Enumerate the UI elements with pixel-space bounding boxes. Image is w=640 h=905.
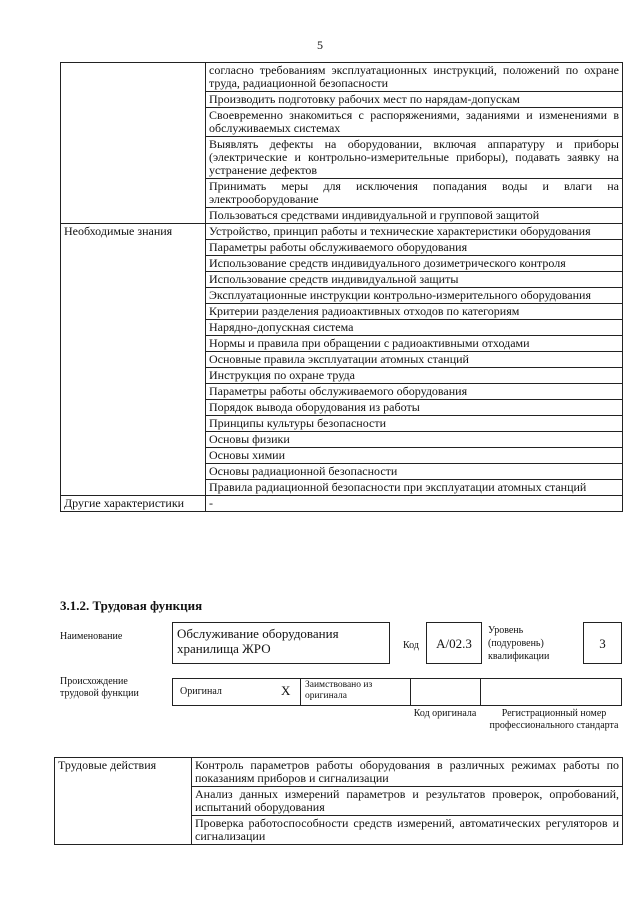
table-cell: Эксплуатационные инструкции контрольно-измерительного оборудования	[206, 288, 623, 304]
table-cell: Анализ данных измерений параметров и результатов проверок, опробований, испытаний оборудования	[192, 787, 623, 816]
original-label: Оригинал	[180, 686, 222, 697]
table-row	[55, 758, 623, 787]
row-label	[61, 63, 206, 224]
function-name-field: Обслуживание оборудования хранилища ЖРО	[172, 622, 390, 664]
table-cell: Нарядно-допускная система	[206, 320, 623, 336]
table-cell: Использование средств индивидуальной защиты	[206, 272, 623, 288]
table-cell: Основные правила эксплуатации атомных станций	[206, 352, 623, 368]
skills-knowledge-table	[60, 62, 623, 512]
table-cell: Использование средств индивидуального дозиметрического контроля	[206, 256, 623, 272]
original-mark: X	[281, 683, 291, 698]
table-cell: согласно требованиям эксплуатационных инструкций, положений по охране труда, радиационной безопасности	[206, 63, 623, 92]
origin-divider-1	[300, 678, 301, 706]
table-cell: Производить подготовку рабочих мест по нарядам-допускам	[206, 92, 623, 108]
code-value-field: A/02.3	[426, 622, 482, 664]
table-cell: -	[206, 496, 623, 512]
row-label: Необходимые знания	[61, 224, 206, 496]
table-cell: Выявлять дефекты на оборудовании, включая аппаратуру и приборы (электрические и контрольно-измерительные приборы), подавать заявку на устранение дефектов	[206, 137, 623, 179]
table-cell: Основы радиационной безопасности	[206, 464, 623, 480]
origin-label: Происхождение трудовой функции	[60, 676, 139, 699]
reg-number-caption: Регистрационный номер профессионального стандарта	[489, 708, 619, 731]
borrowed-label: Заимствовано из оригинала	[305, 680, 373, 701]
table-row	[61, 224, 623, 240]
table-cell: Устройство, принцип работы и технические характеристики оборудования	[206, 224, 623, 240]
table-cell: Проверка работоспособности средств измерений, автоматических регуляторов и сигнализации	[192, 816, 623, 845]
table-cell: Принимать меры для исключения попадания воды и влаги на электрооборудование	[206, 179, 623, 208]
table-cell: Контроль параметров работы оборудования в различных режимах работы по показаниям приборов и сигнализации	[192, 758, 623, 787]
table-cell: Своевременно знакомиться с распоряжениями, заданиями и изменениями в обслуживаемых системах	[206, 108, 623, 137]
table-cell: Правила радиационной безопасности при эксплуатации атомных станций	[206, 480, 623, 496]
table-cell: Порядок вывода оборудования из работы	[206, 400, 623, 416]
code-original-caption: Код оригинала	[413, 708, 477, 719]
table-cell: Пользоваться средствами индивидуальной и групповой защитой	[206, 208, 623, 224]
row-label: Трудовые действия	[55, 758, 192, 845]
code-label: Код	[403, 640, 419, 651]
qualification-level-label: Уровень (подуровень) квалификации	[488, 625, 550, 662]
table-row	[61, 63, 623, 92]
table-cell: Параметры работы обслуживаемого оборудования	[206, 384, 623, 400]
table-cell: Основы химии	[206, 448, 623, 464]
section-title: 3.1.2. Трудовая функция	[60, 598, 203, 613]
origin-divider-3	[480, 678, 481, 706]
table-cell: Основы физики	[206, 432, 623, 448]
origin-divider-2	[410, 678, 411, 706]
labor-actions-table	[54, 757, 623, 845]
table-row	[61, 496, 623, 512]
row-label: Другие характеристики	[61, 496, 206, 512]
table-cell: Нормы и правила при обращении с радиоактивными отходами	[206, 336, 623, 352]
qualification-level-field: 3	[583, 622, 622, 664]
table-cell: Принципы культуры безопасности	[206, 416, 623, 432]
page-number: 5	[317, 38, 323, 52]
table-cell: Инструкция по охране труда	[206, 368, 623, 384]
table-cell: Критерии разделения радиоактивных отходов по категориям	[206, 304, 623, 320]
name-label: Наименование	[60, 631, 123, 642]
table-cell: Параметры работы обслуживаемого оборудования	[206, 240, 623, 256]
